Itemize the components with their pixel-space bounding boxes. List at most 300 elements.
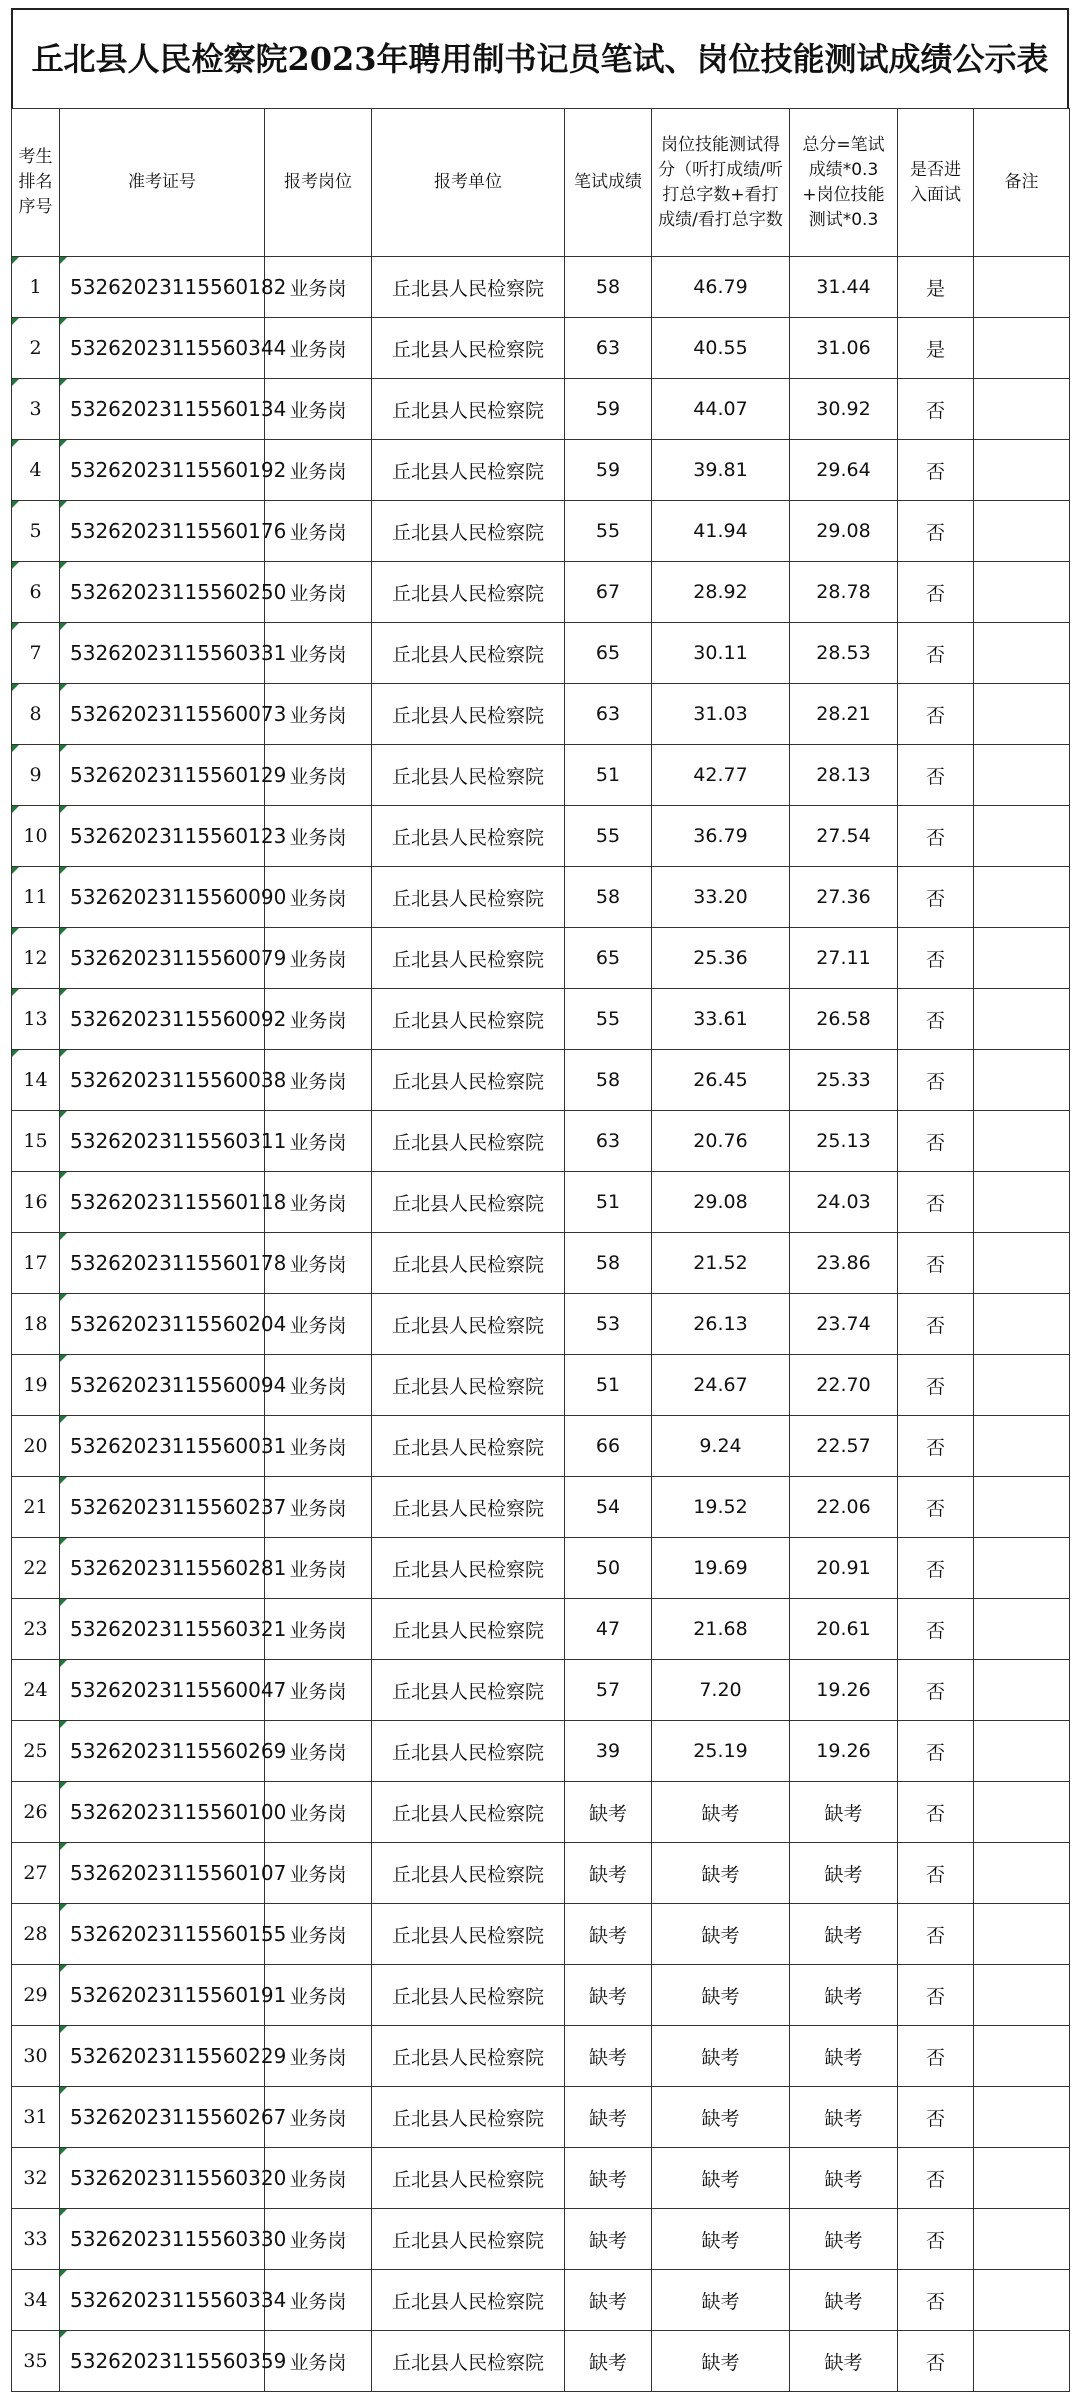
cell-marker-icon — [60, 2087, 67, 2094]
unit-cell: 丘北县人民检察院 — [372, 2270, 565, 2331]
written-score-cell: 缺考 — [565, 1904, 652, 1965]
table-row — [12, 440, 1070, 501]
written-score-cell: 67 — [565, 562, 652, 623]
written-score-cell: 63 — [565, 1111, 652, 1172]
post-cell: 业务岗 — [265, 440, 372, 501]
exam-id-cell: 53262023115560269 — [60, 1721, 265, 1782]
post-cell: 业务岗 — [265, 1233, 372, 1294]
written-score-cell: 缺考 — [565, 1965, 652, 2026]
cell-marker-icon — [12, 745, 19, 752]
interview-cell: 否 — [898, 1294, 974, 1355]
post-cell: 业务岗 — [265, 1416, 372, 1477]
cell-marker-icon — [60, 684, 67, 691]
post-cell: 业务岗 — [265, 2087, 372, 2148]
total-score-cell: 20.91 — [790, 1538, 898, 1599]
unit-cell: 丘北县人民检察院 — [372, 1355, 565, 1416]
cell-marker-icon — [60, 928, 67, 935]
note-cell — [974, 2209, 1070, 2270]
written-score-cell: 缺考 — [565, 2026, 652, 2087]
skill-score-cell: 30.11 — [652, 623, 790, 684]
interview-cell: 否 — [898, 379, 974, 440]
exam-id-cell: 53262023115560250 — [60, 562, 265, 623]
table-row — [12, 1477, 1070, 1538]
written-score-cell: 53 — [565, 1294, 652, 1355]
interview-cell: 否 — [898, 2331, 974, 2392]
table-row — [12, 1721, 1070, 1782]
rank-cell: 23 — [12, 1599, 60, 1660]
rank-cell: 35 — [12, 2331, 60, 2392]
post-cell: 业务岗 — [265, 1721, 372, 1782]
unit-cell: 丘北县人民检察院 — [372, 1233, 565, 1294]
header-row — [12, 109, 1070, 257]
cell-marker-icon — [60, 1355, 67, 1362]
cell-marker-icon — [60, 1172, 67, 1179]
written-score-cell: 缺考 — [565, 2148, 652, 2209]
interview-cell: 否 — [898, 1721, 974, 1782]
rank-cell: 25 — [12, 1721, 60, 1782]
unit-cell: 丘北县人民检察院 — [372, 1843, 565, 1904]
rank-cell: 31 — [12, 2087, 60, 2148]
table-row — [12, 318, 1070, 379]
interview-cell: 否 — [898, 1538, 974, 1599]
interview-cell: 否 — [898, 2148, 974, 2209]
cell-marker-icon — [12, 684, 19, 691]
written-score-cell: 58 — [565, 867, 652, 928]
unit-cell: 丘北县人民检察院 — [372, 1050, 565, 1111]
unit-cell: 丘北县人民检察院 — [372, 1294, 565, 1355]
interview-cell: 否 — [898, 501, 974, 562]
note-cell — [974, 684, 1070, 745]
exam-id-cell: 53262023115560176 — [60, 501, 265, 562]
written-score-cell: 缺考 — [565, 2331, 652, 2392]
table-row — [12, 501, 1070, 562]
note-cell — [974, 257, 1070, 318]
total-score-cell: 缺考 — [790, 1965, 898, 2026]
skill-score-cell: 26.45 — [652, 1050, 790, 1111]
unit-cell: 丘北县人民检察院 — [372, 989, 565, 1050]
total-score-cell: 31.06 — [790, 318, 898, 379]
total-score-cell: 31.44 — [790, 257, 898, 318]
cell-marker-icon — [12, 623, 19, 630]
table-row — [12, 684, 1070, 745]
note-cell — [974, 2148, 1070, 2209]
interview-cell: 否 — [898, 1843, 974, 1904]
exam-id-cell: 53262023115560237 — [60, 1477, 265, 1538]
cell-marker-icon — [60, 1721, 67, 1728]
unit-cell: 丘北县人民检察院 — [372, 1172, 565, 1233]
post-cell: 业务岗 — [265, 1538, 372, 1599]
rank-cell: 18 — [12, 1294, 60, 1355]
cell-marker-icon — [12, 440, 19, 447]
exam-id-cell: 53262023115560281 — [60, 1538, 265, 1599]
note-cell — [974, 2270, 1070, 2331]
interview-cell: 否 — [898, 684, 974, 745]
post-cell: 业务岗 — [265, 867, 372, 928]
col-header-rank: 考生排名序号 — [12, 109, 60, 257]
note-cell — [974, 1294, 1070, 1355]
cell-marker-icon — [60, 623, 67, 630]
post-cell: 业务岗 — [265, 806, 372, 867]
written-score-cell: 59 — [565, 440, 652, 501]
written-score-cell: 63 — [565, 684, 652, 745]
unit-cell: 丘北县人民检察院 — [372, 1904, 565, 1965]
written-score-cell: 54 — [565, 1477, 652, 1538]
skill-score-cell: 缺考 — [652, 2270, 790, 2331]
table-row — [12, 1416, 1070, 1477]
unit-cell: 丘北县人民检察院 — [372, 440, 565, 501]
skill-score-cell: 20.76 — [652, 1111, 790, 1172]
interview-cell: 否 — [898, 2209, 974, 2270]
skill-score-cell: 44.07 — [652, 379, 790, 440]
skill-score-cell: 缺考 — [652, 2331, 790, 2392]
exam-id-cell: 53262023115560047 — [60, 1660, 265, 1721]
written-score-cell: 缺考 — [565, 2087, 652, 2148]
note-cell — [974, 1233, 1070, 1294]
post-cell: 业务岗 — [265, 1294, 372, 1355]
rank-cell: 21 — [12, 1477, 60, 1538]
cell-marker-icon — [60, 1233, 67, 1240]
note-cell — [974, 1599, 1070, 1660]
cell-marker-icon — [12, 928, 19, 935]
rank-cell: 26 — [12, 1782, 60, 1843]
skill-score-cell: 25.36 — [652, 928, 790, 989]
col-header-skill: 岗位技能测试得分（听打成绩/听打总字数+看打成绩/看打总字数 — [652, 109, 790, 257]
unit-cell: 丘北县人民检察院 — [372, 2331, 565, 2392]
exam-id-cell: 53262023115560331 — [60, 623, 265, 684]
written-score-cell: 47 — [565, 1599, 652, 1660]
exam-id-cell: 53262023115560229 — [60, 2026, 265, 2087]
cell-marker-icon — [60, 1782, 67, 1789]
exam-id-cell: 53262023115560192 — [60, 440, 265, 501]
interview-cell: 是 — [898, 257, 974, 318]
cell-marker-icon — [12, 501, 19, 508]
cell-marker-icon — [12, 867, 19, 874]
exam-id-cell: 53262023115560031 — [60, 1416, 265, 1477]
note-cell — [974, 928, 1070, 989]
note-cell — [974, 745, 1070, 806]
rank-cell: 30 — [12, 2026, 60, 2087]
cell-marker-icon — [60, 501, 67, 508]
skill-score-cell: 26.13 — [652, 1294, 790, 1355]
rank-cell: 33 — [12, 2209, 60, 2270]
exam-id-cell: 53262023115560311 — [60, 1111, 265, 1172]
post-cell: 业务岗 — [265, 1111, 372, 1172]
note-cell — [974, 867, 1070, 928]
col-header-note: 备注 — [974, 109, 1070, 257]
post-cell: 业务岗 — [265, 562, 372, 623]
table-row — [12, 1660, 1070, 1721]
cell-marker-icon — [12, 806, 19, 813]
cell-marker-icon — [60, 1904, 67, 1911]
exam-id-cell: 53262023115560079 — [60, 928, 265, 989]
table-row — [12, 1782, 1070, 1843]
exam-id-cell: 53262023115560320 — [60, 2148, 265, 2209]
exam-id-cell: 53262023115560204 — [60, 1294, 265, 1355]
post-cell: 业务岗 — [265, 1904, 372, 1965]
cell-marker-icon — [12, 318, 19, 325]
written-score-cell: 缺考 — [565, 1782, 652, 1843]
cell-marker-icon — [12, 989, 19, 996]
cell-marker-icon — [60, 867, 67, 874]
written-score-cell: 缺考 — [565, 2270, 652, 2331]
note-cell — [974, 1965, 1070, 2026]
table-row — [12, 1172, 1070, 1233]
note-cell — [974, 1172, 1070, 1233]
cell-marker-icon — [60, 257, 67, 264]
post-cell: 业务岗 — [265, 745, 372, 806]
rank-cell: 13 — [12, 989, 60, 1050]
unit-cell: 丘北县人民检察院 — [372, 1599, 565, 1660]
col-header-written: 笔试成绩 — [565, 109, 652, 257]
total-score-cell: 22.70 — [790, 1355, 898, 1416]
rank-cell: 11 — [12, 867, 60, 928]
cell-marker-icon — [60, 1477, 67, 1484]
unit-cell: 丘北县人民检察院 — [372, 1111, 565, 1172]
written-score-cell: 58 — [565, 1233, 652, 1294]
skill-score-cell: 21.68 — [652, 1599, 790, 1660]
cell-marker-icon — [60, 2026, 67, 2033]
written-score-cell: 51 — [565, 1355, 652, 1416]
table-row — [12, 562, 1070, 623]
cell-marker-icon — [60, 1843, 67, 1850]
interview-cell: 否 — [898, 623, 974, 684]
rank-cell: 20 — [12, 1416, 60, 1477]
note-cell — [974, 1843, 1070, 1904]
written-score-cell: 51 — [565, 745, 652, 806]
table-row — [12, 1538, 1070, 1599]
interview-cell: 否 — [898, 867, 974, 928]
skill-score-cell: 7.20 — [652, 1660, 790, 1721]
unit-cell: 丘北县人民检察院 — [372, 1660, 565, 1721]
note-cell — [974, 806, 1070, 867]
exam-id-cell: 53262023115560330 — [60, 2209, 265, 2270]
cell-marker-icon — [60, 2270, 67, 2277]
written-score-cell: 缺考 — [565, 1843, 652, 1904]
table-row — [12, 379, 1070, 440]
post-cell: 业务岗 — [265, 1477, 372, 1538]
note-cell — [974, 1050, 1070, 1111]
total-score-cell: 20.61 — [790, 1599, 898, 1660]
post-cell: 业务岗 — [265, 318, 372, 379]
note-cell — [974, 1111, 1070, 1172]
skill-score-cell: 36.79 — [652, 806, 790, 867]
cell-marker-icon — [60, 1965, 67, 1972]
unit-cell: 丘北县人民检察院 — [372, 1416, 565, 1477]
total-score-cell: 28.53 — [790, 623, 898, 684]
table-row — [12, 2209, 1070, 2270]
rank-cell: 12 — [12, 928, 60, 989]
total-score-cell: 缺考 — [790, 2148, 898, 2209]
cell-marker-icon — [60, 440, 67, 447]
written-score-cell: 65 — [565, 623, 652, 684]
total-score-cell: 缺考 — [790, 2026, 898, 2087]
exam-id-cell: 53262023115560344 — [60, 318, 265, 379]
exam-id-cell: 53262023115560191 — [60, 1965, 265, 2026]
interview-cell: 否 — [898, 989, 974, 1050]
note-cell — [974, 562, 1070, 623]
written-score-cell: 55 — [565, 989, 652, 1050]
skill-score-cell: 缺考 — [652, 2148, 790, 2209]
post-cell: 业务岗 — [265, 1172, 372, 1233]
table-row — [12, 928, 1070, 989]
post-cell: 业务岗 — [265, 989, 372, 1050]
skill-score-cell: 21.52 — [652, 1233, 790, 1294]
skill-score-cell: 28.92 — [652, 562, 790, 623]
interview-cell: 否 — [898, 2270, 974, 2331]
rank-cell: 19 — [12, 1355, 60, 1416]
unit-cell: 丘北县人民检察院 — [372, 501, 565, 562]
score-table-body — [12, 257, 1070, 2392]
note-cell — [974, 1904, 1070, 1965]
table-row — [12, 2148, 1070, 2209]
cell-marker-icon — [60, 1416, 67, 1423]
post-cell: 业务岗 — [265, 1599, 372, 1660]
cell-marker-icon — [60, 2209, 67, 2216]
cell-marker-icon — [12, 1050, 19, 1057]
note-cell — [974, 440, 1070, 501]
skill-score-cell: 19.52 — [652, 1477, 790, 1538]
written-score-cell: 57 — [565, 1660, 652, 1721]
cell-marker-icon — [60, 1111, 67, 1118]
exam-id-cell: 53262023115560090 — [60, 867, 265, 928]
post-cell: 业务岗 — [265, 2209, 372, 2270]
unit-cell: 丘北县人民检察院 — [372, 928, 565, 989]
unit-cell: 丘北县人民检察院 — [372, 623, 565, 684]
note-cell — [974, 379, 1070, 440]
skill-score-cell: 缺考 — [652, 1843, 790, 1904]
interview-cell: 否 — [898, 806, 974, 867]
table-row — [12, 1599, 1070, 1660]
unit-cell: 丘北县人民检察院 — [372, 257, 565, 318]
written-score-cell: 58 — [565, 257, 652, 318]
skill-score-cell: 缺考 — [652, 2087, 790, 2148]
total-score-cell: 缺考 — [790, 1904, 898, 1965]
total-score-cell: 19.26 — [790, 1660, 898, 1721]
col-header-total: 总分=笔试成绩*0.3+岗位技能测试*0.3 — [790, 109, 898, 257]
interview-cell: 否 — [898, 1233, 974, 1294]
post-cell: 业务岗 — [265, 2331, 372, 2392]
skill-score-cell: 33.61 — [652, 989, 790, 1050]
rank-cell: 4 — [12, 440, 60, 501]
total-score-cell: 23.86 — [790, 1233, 898, 1294]
rank-cell: 22 — [12, 1538, 60, 1599]
cell-marker-icon — [60, 1538, 67, 1545]
cell-marker-icon — [60, 2331, 67, 2338]
note-cell — [974, 501, 1070, 562]
exam-id-cell: 53262023115560359 — [60, 2331, 265, 2392]
total-score-cell: 23.74 — [790, 1294, 898, 1355]
unit-cell: 丘北县人民检察院 — [372, 745, 565, 806]
written-score-cell: 39 — [565, 1721, 652, 1782]
post-cell: 业务岗 — [265, 1965, 372, 2026]
rank-cell: 29 — [12, 1965, 60, 2026]
note-cell — [974, 1538, 1070, 1599]
cell-marker-icon — [60, 745, 67, 752]
total-score-cell: 24.03 — [790, 1172, 898, 1233]
cell-marker-icon — [60, 318, 67, 325]
col-header-unit: 报考单位 — [372, 109, 565, 257]
total-score-cell: 缺考 — [790, 2209, 898, 2270]
interview-cell: 否 — [898, 2087, 974, 2148]
table-row — [12, 745, 1070, 806]
skill-score-cell: 29.08 — [652, 1172, 790, 1233]
table-row — [12, 1294, 1070, 1355]
total-score-cell: 27.11 — [790, 928, 898, 989]
note-cell — [974, 318, 1070, 379]
post-cell: 业务岗 — [265, 1355, 372, 1416]
post-cell: 业务岗 — [265, 1050, 372, 1111]
col-header-interview: 是否进入面试 — [898, 109, 974, 257]
unit-cell: 丘北县人民检察院 — [372, 1721, 565, 1782]
rank-cell: 7 — [12, 623, 60, 684]
exam-id-cell: 53262023115560178 — [60, 1233, 265, 1294]
unit-cell: 丘北县人民检察院 — [372, 2209, 565, 2270]
table-row — [12, 1111, 1070, 1172]
total-score-cell: 缺考 — [790, 2270, 898, 2331]
rank-cell: 17 — [12, 1233, 60, 1294]
unit-cell: 丘北县人民检察院 — [372, 1782, 565, 1843]
interview-cell: 否 — [898, 1599, 974, 1660]
rank-cell: 15 — [12, 1111, 60, 1172]
note-cell — [974, 1416, 1070, 1477]
skill-score-cell: 46.79 — [652, 257, 790, 318]
interview-cell: 是 — [898, 318, 974, 379]
skill-score-cell: 缺考 — [652, 2209, 790, 2270]
cell-marker-icon — [60, 806, 67, 813]
unit-cell: 丘北县人民检察院 — [372, 318, 565, 379]
cell-marker-icon — [60, 379, 67, 386]
skill-score-cell: 41.94 — [652, 501, 790, 562]
total-score-cell: 缺考 — [790, 1843, 898, 1904]
total-score-cell: 缺考 — [790, 2331, 898, 2392]
score-table — [11, 108, 1070, 2392]
note-cell — [974, 1721, 1070, 1782]
note-cell — [974, 623, 1070, 684]
table-row — [12, 989, 1070, 1050]
post-cell: 业务岗 — [265, 623, 372, 684]
written-score-cell: 66 — [565, 1416, 652, 1477]
interview-cell: 否 — [898, 562, 974, 623]
unit-cell: 丘北县人民检察院 — [372, 806, 565, 867]
col-header-exam-id: 准考证号 — [60, 109, 265, 257]
skill-score-cell: 9.24 — [652, 1416, 790, 1477]
exam-id-cell: 53262023115560107 — [60, 1843, 265, 1904]
interview-cell: 否 — [898, 1355, 974, 1416]
total-score-cell: 27.36 — [790, 867, 898, 928]
total-score-cell: 29.08 — [790, 501, 898, 562]
skill-score-cell: 31.03 — [652, 684, 790, 745]
exam-id-cell: 53262023115560334 — [60, 2270, 265, 2331]
table-row — [12, 623, 1070, 684]
exam-id-cell: 53262023115560267 — [60, 2087, 265, 2148]
cell-marker-icon — [60, 2148, 67, 2155]
table-row — [12, 257, 1070, 318]
rank-cell: 24 — [12, 1660, 60, 1721]
total-score-cell: 25.33 — [790, 1050, 898, 1111]
skill-score-cell: 25.19 — [652, 1721, 790, 1782]
skill-score-cell: 42.77 — [652, 745, 790, 806]
written-score-cell: 50 — [565, 1538, 652, 1599]
interview-cell: 否 — [898, 745, 974, 806]
total-score-cell: 30.92 — [790, 379, 898, 440]
note-cell — [974, 1355, 1070, 1416]
interview-cell: 否 — [898, 2026, 974, 2087]
cell-marker-icon — [60, 1294, 67, 1301]
unit-cell: 丘北县人民检察院 — [372, 1477, 565, 1538]
interview-cell: 否 — [898, 1050, 974, 1111]
interview-cell: 否 — [898, 1904, 974, 1965]
interview-cell: 否 — [898, 1782, 974, 1843]
